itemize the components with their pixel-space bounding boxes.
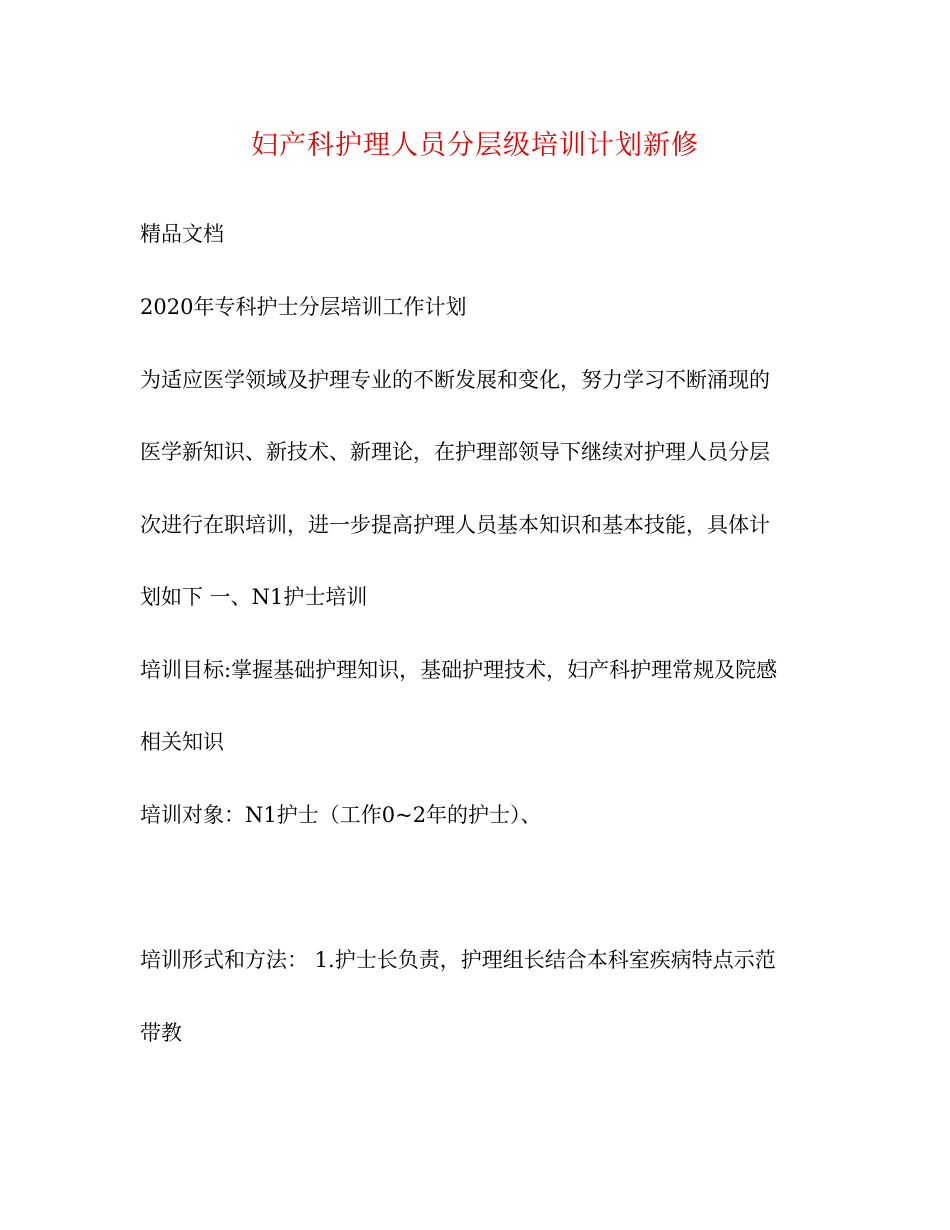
text-line: 相关知识	[140, 730, 224, 754]
text-line: 培训形式和方法： 1.护士长负责，护理组长结合本科室疾病特点示范	[140, 948, 776, 972]
document-title: 妇产科护理人员分层级培训计划新修	[251, 130, 699, 161]
text-line: 带教	[140, 1021, 182, 1045]
text-line: 培训对象：N1护士（工作0~2年的护士）、	[140, 803, 542, 827]
text-line: 精品文档	[140, 222, 224, 246]
text-line: 次进行在职培训，进一步提高护理人员基本知识和基本技能，具体计	[140, 513, 770, 537]
text-line: 医学新知识、新技术、新理论，在护理部领导下继续对护理人员分层	[140, 440, 770, 464]
text-line: 为适应医学领域及护理专业的不断发展和变化，努力学习不断涌现的	[140, 368, 770, 392]
text-line: 培训目标:掌握基础护理知识，基础护理技术，妇产科护理常规及院感	[140, 658, 778, 682]
text-line: 划如下 一、N1护士培训	[140, 585, 368, 609]
text-line: 2020年专科护士分层培训工作计划	[140, 295, 467, 319]
